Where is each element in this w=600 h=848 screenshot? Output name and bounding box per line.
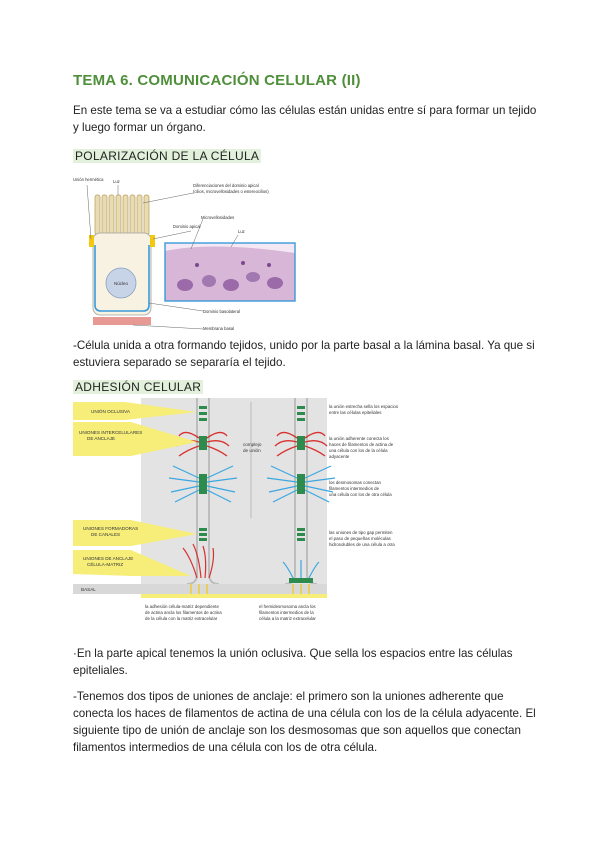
label-union-hermetica: Unión hermética: [73, 177, 104, 182]
polarization-figure: [73, 173, 303, 333]
label-canales-b: DE CANALES: [91, 532, 121, 537]
note-hemidesmosome-1: el hemidesmosoma ancla los: [259, 604, 316, 609]
paragraph-oclusiva: ·En la parte apical tenemos la unión oclusiva. Que sella los espacios entre las células epiteliales.: [73, 647, 513, 677]
note-tight-2: entre las células epiteliales: [329, 410, 382, 415]
label-basal: BASAL: [81, 587, 96, 592]
note-adherens-4: adyacente: [329, 454, 350, 459]
label-canales-a: UNIONES FORMADORAS: [83, 526, 139, 531]
basal-lamina: [141, 594, 327, 598]
nucleus-label: Núcleo: [113, 281, 129, 286]
label-matriz-a: UNIONES DE ANCLAJE: [83, 556, 134, 561]
label-microvellosidades: Microvellosidades: [201, 215, 235, 220]
label-union-oclusiva: UNIÓN OCLUSIVA: [91, 409, 130, 414]
note-gap-3: hidrosolubles de una célula a otra: [329, 542, 395, 547]
label-complejo-a: complejo: [243, 442, 262, 447]
label-luz-right: Luz: [238, 229, 245, 234]
note-actin-matrix-3: de la célula con la matriz extracelular: [145, 616, 218, 621]
note-adherens-2: haces de filamentos de actina de: [329, 442, 394, 447]
microvilli: [95, 195, 149, 235]
basal-membrane: [93, 317, 151, 325]
note-hemidesmosome-2: filamentos intermedios de la: [259, 610, 314, 615]
note-gap-1: las uniones de tipo gap permiten: [329, 530, 393, 535]
label-membrana-basal: Membrana basal: [203, 326, 235, 331]
note-adherens-1: la unión adherente conecta los: [329, 436, 389, 441]
tight-junction-right: [150, 235, 155, 247]
polarization-caption: -Célula unida a otra formando tejidos, unido por la parte basal a la lámina basal. Ya que si estuviera separado se separaría el tejido.: [73, 339, 535, 369]
note-tight-1: la unión estrecha sella los espacios: [329, 404, 399, 409]
label-luz-top: Luz: [113, 179, 120, 184]
hemidesmosome-plaque: [289, 578, 313, 583]
tight-junction-left: [89, 235, 94, 247]
note-adherens-3: una célula con los de la célula: [329, 448, 388, 453]
label-uniones-anclaje-a: UNIONES INTERCELULARES: [79, 430, 143, 435]
label-dominio-basolateral: Dominio basolateral: [203, 309, 241, 314]
label-uniones-anclaje-b: DE ANCLAJE: [87, 436, 116, 441]
note-actin-matrix-1: la adhesión célula-matriz dependiente: [145, 604, 219, 609]
note-desmosome-1: los desmosomas conectan: [329, 480, 381, 485]
label-diferenciaciones-sub: (cilios, microvellosidades o estereocilios): [193, 189, 269, 194]
note-actin-matrix-2: de actina ancla los filamentos de actina: [145, 610, 222, 615]
section-heading-polarizacion: POLARIZACIÓN DE LA CÉLULA: [75, 149, 260, 163]
adhesion-figure: [73, 398, 433, 630]
basal-strip: [73, 584, 327, 594]
histology-micrograph: [165, 243, 295, 301]
paragraph-anclaje: -Tenemos dos tipos de uniones de anclaje: el primero son la uniones adherente que conecta los haces de filamentos de actina de una célula con los de la célula adyacente. El siguiente tipo de unión de anclaje son los desmosomas que son aquellos que conectan filamentos intermedios de una célula con los de otra célula.: [73, 690, 536, 754]
label-dominio-apical: Dominio apical: [173, 224, 201, 229]
intro-paragraph: En este tema se va a estudiar cómo las células están unidas entre sí para formar un tejido y luego formar un órgano.: [73, 104, 537, 134]
label-complejo-b: de unión: [243, 448, 261, 453]
page-title: TEMA 6. COMUNICACIÓN CELULAR (II): [73, 72, 361, 89]
section-heading-adhesion: ADHESIÓN CELULAR: [75, 380, 202, 394]
note-desmosome-2: filamentos intermedios de: [329, 486, 380, 491]
note-desmosome-3: una célula con los de otra célula: [329, 492, 392, 497]
note-hemidesmosome-3: célula a la matriz extracelular: [259, 616, 316, 621]
label-matriz-b: CÉLULA-MATRIZ: [87, 562, 124, 567]
note-gap-2: el paso de pequeñas moléculas: [329, 536, 391, 541]
label-diferenciaciones: Diferenciaciones del dominio apical: [193, 183, 259, 188]
